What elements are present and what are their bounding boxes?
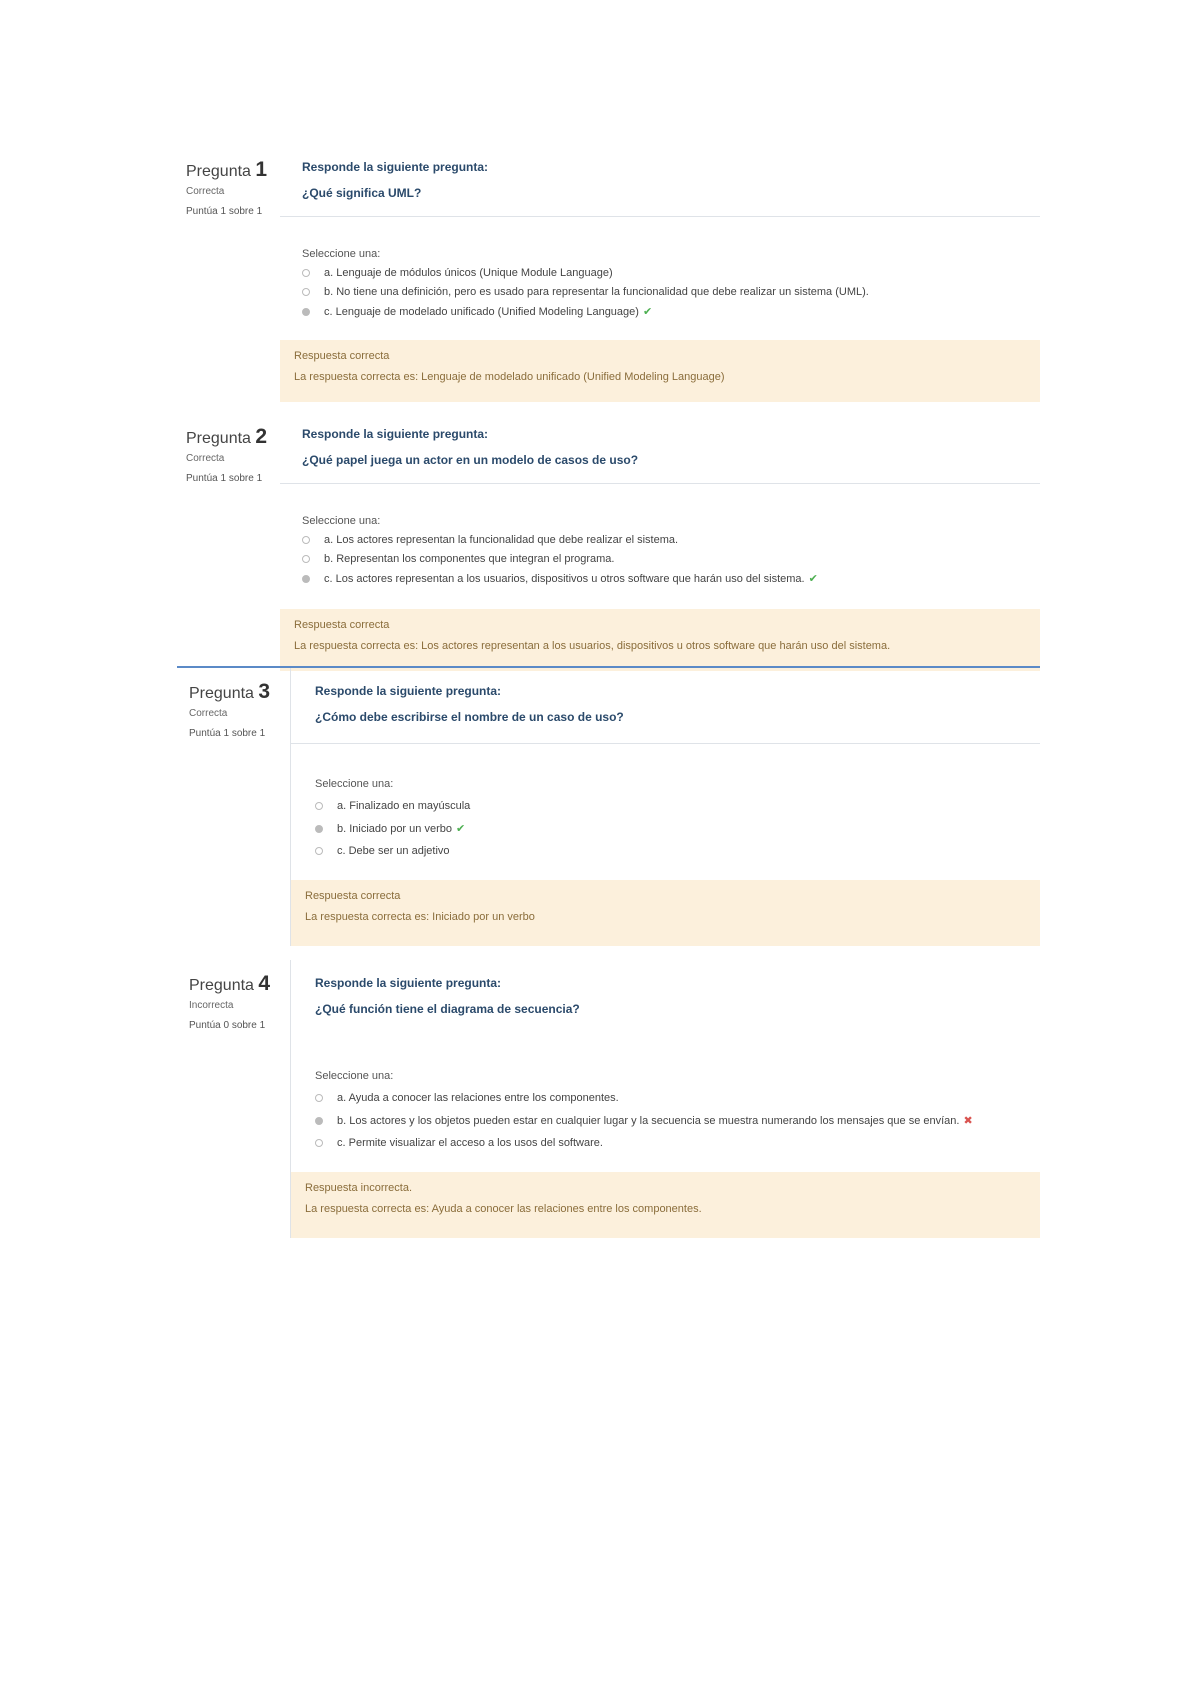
option-text: a. Ayuda a conocer las relaciones entre los componentes. bbox=[337, 1092, 619, 1104]
question-number bbox=[186, 425, 267, 449]
option-text: b. Los actores y los objetos pueden estar en cualquier lugar y la secuencia se muestra numerando los mensajes que se envían. bbox=[337, 1114, 960, 1127]
question-number bbox=[189, 972, 270, 996]
option-text: a. Finalizado en mayúscula bbox=[337, 800, 471, 812]
radio-button[interactable] bbox=[315, 1139, 323, 1147]
feedback-title: Respuesta correcta bbox=[294, 350, 390, 362]
answer-option-b[interactable] bbox=[315, 1114, 1040, 1127]
question-number bbox=[186, 158, 267, 182]
question-state: Correcta bbox=[189, 708, 228, 719]
option-text: b. Representan los componentes que integran el programa. bbox=[324, 553, 615, 565]
option-text: b. No tiene una definición, pero es usado para representar la funcionalidad que debe realizar un sistema (UML). bbox=[324, 286, 869, 298]
answer-option-c[interactable] bbox=[302, 572, 1040, 585]
answer-option-b[interactable] bbox=[302, 553, 1040, 565]
divider bbox=[280, 483, 1040, 484]
question-2-info bbox=[186, 425, 267, 484]
feedback-title: Respuesta correcta bbox=[305, 890, 401, 902]
answer-block bbox=[280, 248, 1040, 318]
feedback-text: La respuesta correcta es: Ayuda a conocer las relaciones entre los componentes. bbox=[305, 1203, 702, 1215]
question-4-info bbox=[189, 972, 270, 1031]
question-text: ¿Qué función tiene el diagrama de secuencia? bbox=[315, 1002, 580, 1016]
question-grade: Puntúa 1 sobre 1 bbox=[186, 206, 263, 217]
question-3-info bbox=[189, 680, 270, 739]
question-text: ¿Qué significa UML? bbox=[302, 186, 422, 200]
answer-option-c[interactable] bbox=[315, 1137, 1040, 1149]
radio-button[interactable] bbox=[302, 555, 310, 563]
radio-button[interactable] bbox=[302, 288, 310, 296]
answer-option-a[interactable] bbox=[315, 1092, 1040, 1104]
question-2-content bbox=[280, 427, 1040, 671]
answer-block bbox=[280, 515, 1040, 585]
question-text: ¿Qué papel juega un actor en un modelo de casos de uso? bbox=[302, 453, 639, 467]
feedback-title: Respuesta incorrecta. bbox=[305, 1182, 412, 1194]
question-label: Pregunta bbox=[186, 430, 251, 447]
question-grade: Puntúa 0 sobre 1 bbox=[189, 1020, 266, 1031]
select-label: Seleccione una: bbox=[315, 778, 394, 790]
question-1-content bbox=[280, 160, 1040, 402]
answer-option-a[interactable] bbox=[315, 800, 1040, 812]
answer-option-b[interactable] bbox=[302, 286, 1040, 298]
question-number-value: 4 bbox=[258, 972, 271, 995]
radio-button[interactable] bbox=[302, 536, 310, 544]
option-text: c. Los actores representan a los usuarios, dispositivos u otros software que harán uso del sistema. bbox=[324, 572, 805, 585]
select-label: Seleccione una: bbox=[315, 1070, 394, 1082]
question-prompt: Responde la siguiente pregunta: bbox=[302, 427, 489, 441]
radio-button[interactable] bbox=[315, 1094, 323, 1102]
question-state: Correcta bbox=[186, 186, 225, 197]
select-label: Seleccione una: bbox=[302, 515, 381, 527]
cross-icon: ✖ bbox=[963, 1115, 973, 1127]
question-state: Correcta bbox=[186, 453, 225, 464]
select-label: Seleccione una: bbox=[302, 248, 381, 260]
answer-option-a[interactable] bbox=[302, 267, 1040, 279]
answer-option-a[interactable] bbox=[302, 534, 1040, 546]
radio-button-selected[interactable] bbox=[302, 308, 310, 316]
feedback-box bbox=[291, 880, 1040, 946]
feedback-title: Respuesta correcta bbox=[294, 619, 390, 631]
question-text: ¿Cómo debe escribirse el nombre de un caso de uso? bbox=[315, 710, 624, 724]
question-label: Pregunta bbox=[186, 163, 251, 180]
feedback-text: La respuesta correcta es: Iniciado por un verbo bbox=[305, 911, 535, 923]
question-1-info bbox=[186, 158, 267, 217]
radio-button-selected[interactable] bbox=[302, 575, 310, 583]
question-prompt: Responde la siguiente pregunta: bbox=[315, 684, 502, 698]
active-question-border bbox=[177, 666, 1040, 668]
option-text: b. Iniciado por un verbo bbox=[337, 822, 452, 835]
answer-option-c[interactable] bbox=[302, 305, 1040, 318]
check-icon: ✔ bbox=[455, 823, 466, 835]
check-icon: ✔ bbox=[808, 573, 818, 585]
question-number bbox=[189, 680, 270, 704]
radio-button[interactable] bbox=[315, 802, 323, 810]
check-icon: ✔ bbox=[642, 306, 653, 318]
question-state: Incorrecta bbox=[189, 1000, 234, 1011]
question-4-content bbox=[291, 976, 1040, 1238]
question-3-content bbox=[291, 684, 1040, 946]
feedback-text: La respuesta correcta es: Los actores representan a los usuarios, dispositivos u otros software que harán uso del sistema. bbox=[294, 640, 891, 652]
question-prompt: Responde la siguiente pregunta: bbox=[315, 976, 502, 990]
question-label: Pregunta bbox=[189, 685, 254, 702]
answer-block bbox=[291, 778, 1040, 857]
question-grade: Puntúa 1 sobre 1 bbox=[186, 473, 263, 484]
radio-button-selected[interactable] bbox=[315, 1117, 323, 1125]
feedback-box bbox=[280, 609, 1040, 671]
feedback-box bbox=[280, 340, 1040, 402]
question-number-value: 1 bbox=[255, 158, 268, 181]
option-text: a. Lenguaje de módulos únicos (Unique Module Language) bbox=[324, 267, 613, 279]
divider bbox=[291, 743, 1040, 744]
radio-button[interactable] bbox=[302, 269, 310, 277]
radio-button-selected[interactable] bbox=[315, 825, 323, 833]
question-number-value: 3 bbox=[258, 680, 271, 703]
answer-option-c[interactable] bbox=[315, 845, 1040, 857]
divider bbox=[280, 216, 1040, 217]
answer-block bbox=[291, 1070, 1040, 1149]
option-text: c. Debe ser un adjetivo bbox=[337, 845, 450, 857]
question-grade: Puntúa 1 sobre 1 bbox=[189, 728, 266, 739]
question-label: Pregunta bbox=[189, 977, 254, 994]
answer-option-b[interactable] bbox=[315, 822, 1040, 835]
feedback-text: La respuesta correcta es: Lenguaje de modelado unificado (Unified Modeling Language) bbox=[294, 371, 725, 383]
option-text: a. Los actores representan la funcionalidad que debe realizar el sistema. bbox=[324, 534, 679, 546]
feedback-box bbox=[291, 1172, 1040, 1238]
option-text: c. Permite visualizar el acceso a los usos del software. bbox=[337, 1137, 603, 1149]
radio-button[interactable] bbox=[315, 847, 323, 855]
option-text: c. Lenguaje de modelado unificado (Unified Modeling Language) bbox=[324, 305, 639, 318]
question-prompt: Responde la siguiente pregunta: bbox=[302, 160, 489, 174]
question-number-value: 2 bbox=[255, 425, 268, 448]
